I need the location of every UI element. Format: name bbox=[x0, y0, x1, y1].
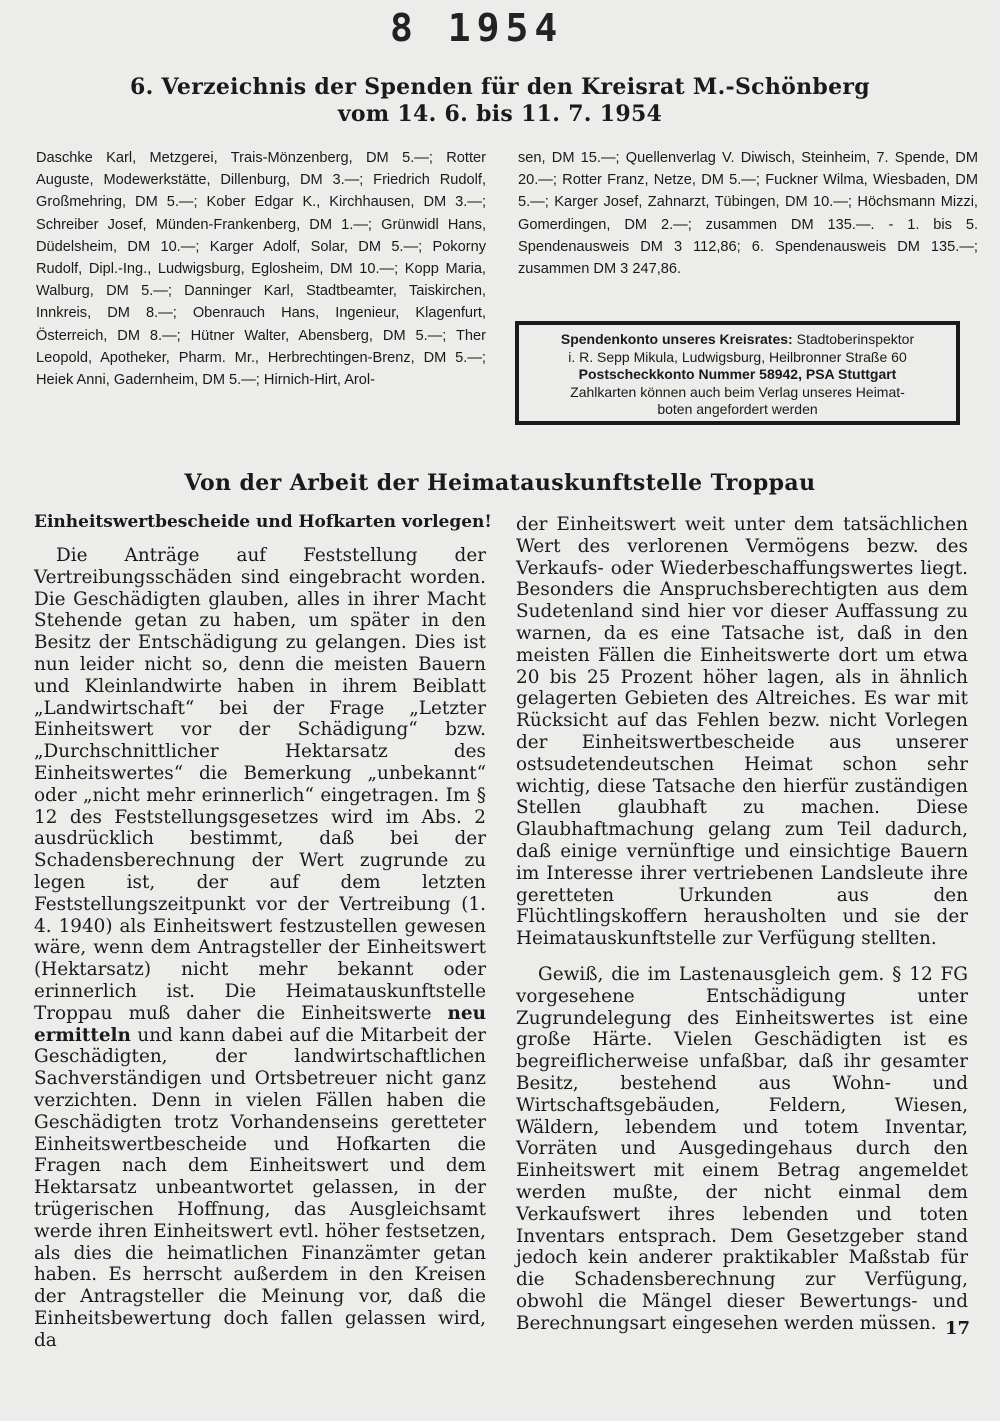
notice-postal-account: Postscheckkonto Nummer 58942, PSA Stuttgart bbox=[578, 366, 897, 382]
notice-account-label: Spendenkonto unseres Kreisrates: bbox=[560, 331, 793, 347]
donation-account-notice bbox=[515, 321, 960, 425]
notice-line4: Zahlkarten können auch beim Verlag unseres Heimat- bbox=[570, 383, 905, 400]
page-number: 17 bbox=[945, 1318, 971, 1339]
article-emphasis: neu ermitteln bbox=[34, 1002, 486, 1046]
donations-title bbox=[60, 74, 940, 128]
notice-line2: i. R. Sepp Mikula, Ludwigsburg, Heilbronner Straße 60 bbox=[568, 348, 907, 365]
article-right-column bbox=[516, 514, 968, 1334]
article-subtitle: Einheitswertbescheide und Hofkarten vorlegen! bbox=[34, 512, 492, 532]
article-paragraph: Gewiß, die im Lastenausgleich gem. § 12 FG vorgesehene Entschädigung unter Zugrundelegung des Einheitswertes ist eine große Härte. Vielen Geschädigten ist es begreiflicherweise unfaßbar, daß ihr gesamter Besitz, bestehend aus Wohn- und Wirtschaftsgebäuden, Feldern, Wiesen, Wäldern, lebendem und totem Inventar, Vorräten und Ausgedingehaus durch den Einheitswert mit einem Betrag angemeldet werden mußte, der nicht einmal dem Verkaufswert ihres lebenden und toten Inventars entsprach. Dem Gesetzgeber stand jedoch kein anderer praktikabler Maßstab für die Schadensberechnung zur Verfügung, obwohl die Mängel dieser Bewertungs- und Berechnungsart eingesehen werden müssen. bbox=[516, 963, 968, 1334]
donations-title-line2: vom 14. 6. bis 11. 7. 1954 bbox=[337, 101, 663, 127]
article-paragraph: der Einheitswert weit unter dem tatsächlichen Wert des verlorenen Vermögens bezw. des Verkaufs- oder Wiederbeschaffungswertes liegt. Besonders die Anspruchsberechtigten aus dem Sudetenland sind hier vor dieser Auffassung zu warnen, da es eine Tatsache ist, daß in den meisten Fällen die Einheitswerte dort um etwa 20 bis 25 Prozent höher lagen, als in ähnlich gelagerten Gebieten des Altreiches. Es war mit Rücksicht auf das Fehlen bezw. nicht Vorlegen der Einheitswertbescheide aus unserer ostsudetendeutschen Heimat schon sehr wichtig, diese Tatsache den hierfür zuständigen Stellen glaubhaft zu machen. Diese Glaubhaftmachung gelang zum Teil dadurch, daß einige vernünftige und einsichtige Bauern im Interesse ihrer vertriebenen Landsleute ihre geretteten Urkunden aus den Flüchtlingskoffern herausholten und sie der Heimatauskunftstelle zur Verfügung stellten. bbox=[516, 514, 968, 950]
handwritten-archive-note: 8 1954 bbox=[390, 6, 564, 50]
notice-line1: Stadtoberinspektor bbox=[792, 331, 915, 347]
article-text: Die Anträge auf Feststellung der Vertreibungsschäden sind eingebracht worden. Die Geschädigten glauben, alles in ihrer Macht Stehende getan zu haben, um später in den Besitz der Entschädigung zu gelangen. Dies ist nun leider nicht so, denn die meisten Bauern und Kleinlandwirte haben in ihrem Beiblatt „Landwirtschaft“ bei der Frage „Letzter Einheitswert vor der Schädigung“ bzw. „Durchschnittlicher Hektarsatz des Einheitswertes“ die Bemerkung „unbekannt“ oder „nicht mehr erinnerlich“ eingetragen. Im § 12 des Feststellungsgesetzes wird im Abs. 2 ausdrücklich bestimmt, daß bei der Schadensberechnung der Wert zugrunde zu legen ist, der auf dem letzten Feststellungszeitpunkt vor der Vertreibung (1. 4. 1940) als Einheitswert festzustellen gewesen wäre, wenn dem Antragsteller der Einheitswert (Hektarsatz) nicht mehr bekannt oder erinnerlich ist. Die Heimatauskunftstelle Troppau muß daher die Einheitswerte bbox=[34, 545, 486, 1024]
article-left-column bbox=[34, 545, 486, 1351]
article-text: und kann dabei auf die Mitarbeit der Geschädigten, der landwirtschaftlichen Sachverständigen und Ortsbetreuer nicht ganz verzichten. Denn in vielen Fällen haben die Geschädigten trotz Vorhandenseins geretteter Einheitswertbescheide und Hofkarten die Fragen nach dem Einheitswert und dem Hektarsatz unbeantwortet gelassen, in der trügerischen Hoffnung, das Ausgleichsamt werde ihren Einheitswert evtl. höher festsetzen, als dies die heimatlichen Finanzämter getan haben. Es herrscht außerdem in den Kreisen der Antragsteller die Meinung vor, daß die Einheitsbewertung doch fallen gelassen wird, da bbox=[34, 1024, 486, 1351]
donations-right-column: sen, DM 15.—; Quellenverlag V. Diwisch, Steinheim, 7. Spende, DM 20.—; Rotter Franz, Netze, DM 5.—; Fuckner Wilma, Wiesbaden, DM 5.—; Karger Josef, Zahnarzt, Tübingen, DM 10.—; Höchsmann Mizzi, Gomerdingen, DM 2.—; zusammen DM 135.—. - 1. bis 5. Spendenausweis DM 3 112,86; 6. Spendenausweis DM 135.—; zusammen DM 3 247,86. bbox=[518, 150, 978, 278]
donations-left-column: Daschke Karl, Metzgerei, Trais-Mönzenberg, DM 5.—; Rotter Auguste, Modewerkstätte, Dillenburg, DM 3.—; Friedrich Rudolf, Großmehring, DM 5.—; Kober Edgar K., Kirchhausen, DM 3.—; Schreiber Josef, Münden-Frankenberg, DM 1.—; Grünwidl Hans, Düdelsheim, DM 10.—; Karger Adolf, Solar, DM 5.—; Pokorny Rudolf, Dipl.-Ing., Ludwigsburg, Eglosheim, DM 10.—; Kopp Maria, Walburg, DM 5.—; Danninger Karl, Stadtbeamter, Taiskirchen, Innkreis, DM 8.—; Obenrauch Hans, Ingenieur, Klagenfurt, Österreich, DM 8.—; Hütner Walter, Abensberg, DM 5.—; Ther Leopold, Apotheker, Pharm. Mr., Herbrechtingen-Brenz, DM 5.—; Heiek Anni, Gadernheim, DM 5.—; Hirnich-Hirt, Arol- bbox=[36, 150, 486, 389]
donations-title-line1: 6. Verzeichnis der Spenden für den Kreisrat M.-Schönberg bbox=[130, 74, 870, 100]
notice-line5: boten angefordert werden bbox=[657, 401, 818, 417]
article-title: Von der Arbeit der Heimatauskunftstelle Troppau bbox=[184, 470, 816, 496]
article-paragraph bbox=[34, 545, 486, 1351]
